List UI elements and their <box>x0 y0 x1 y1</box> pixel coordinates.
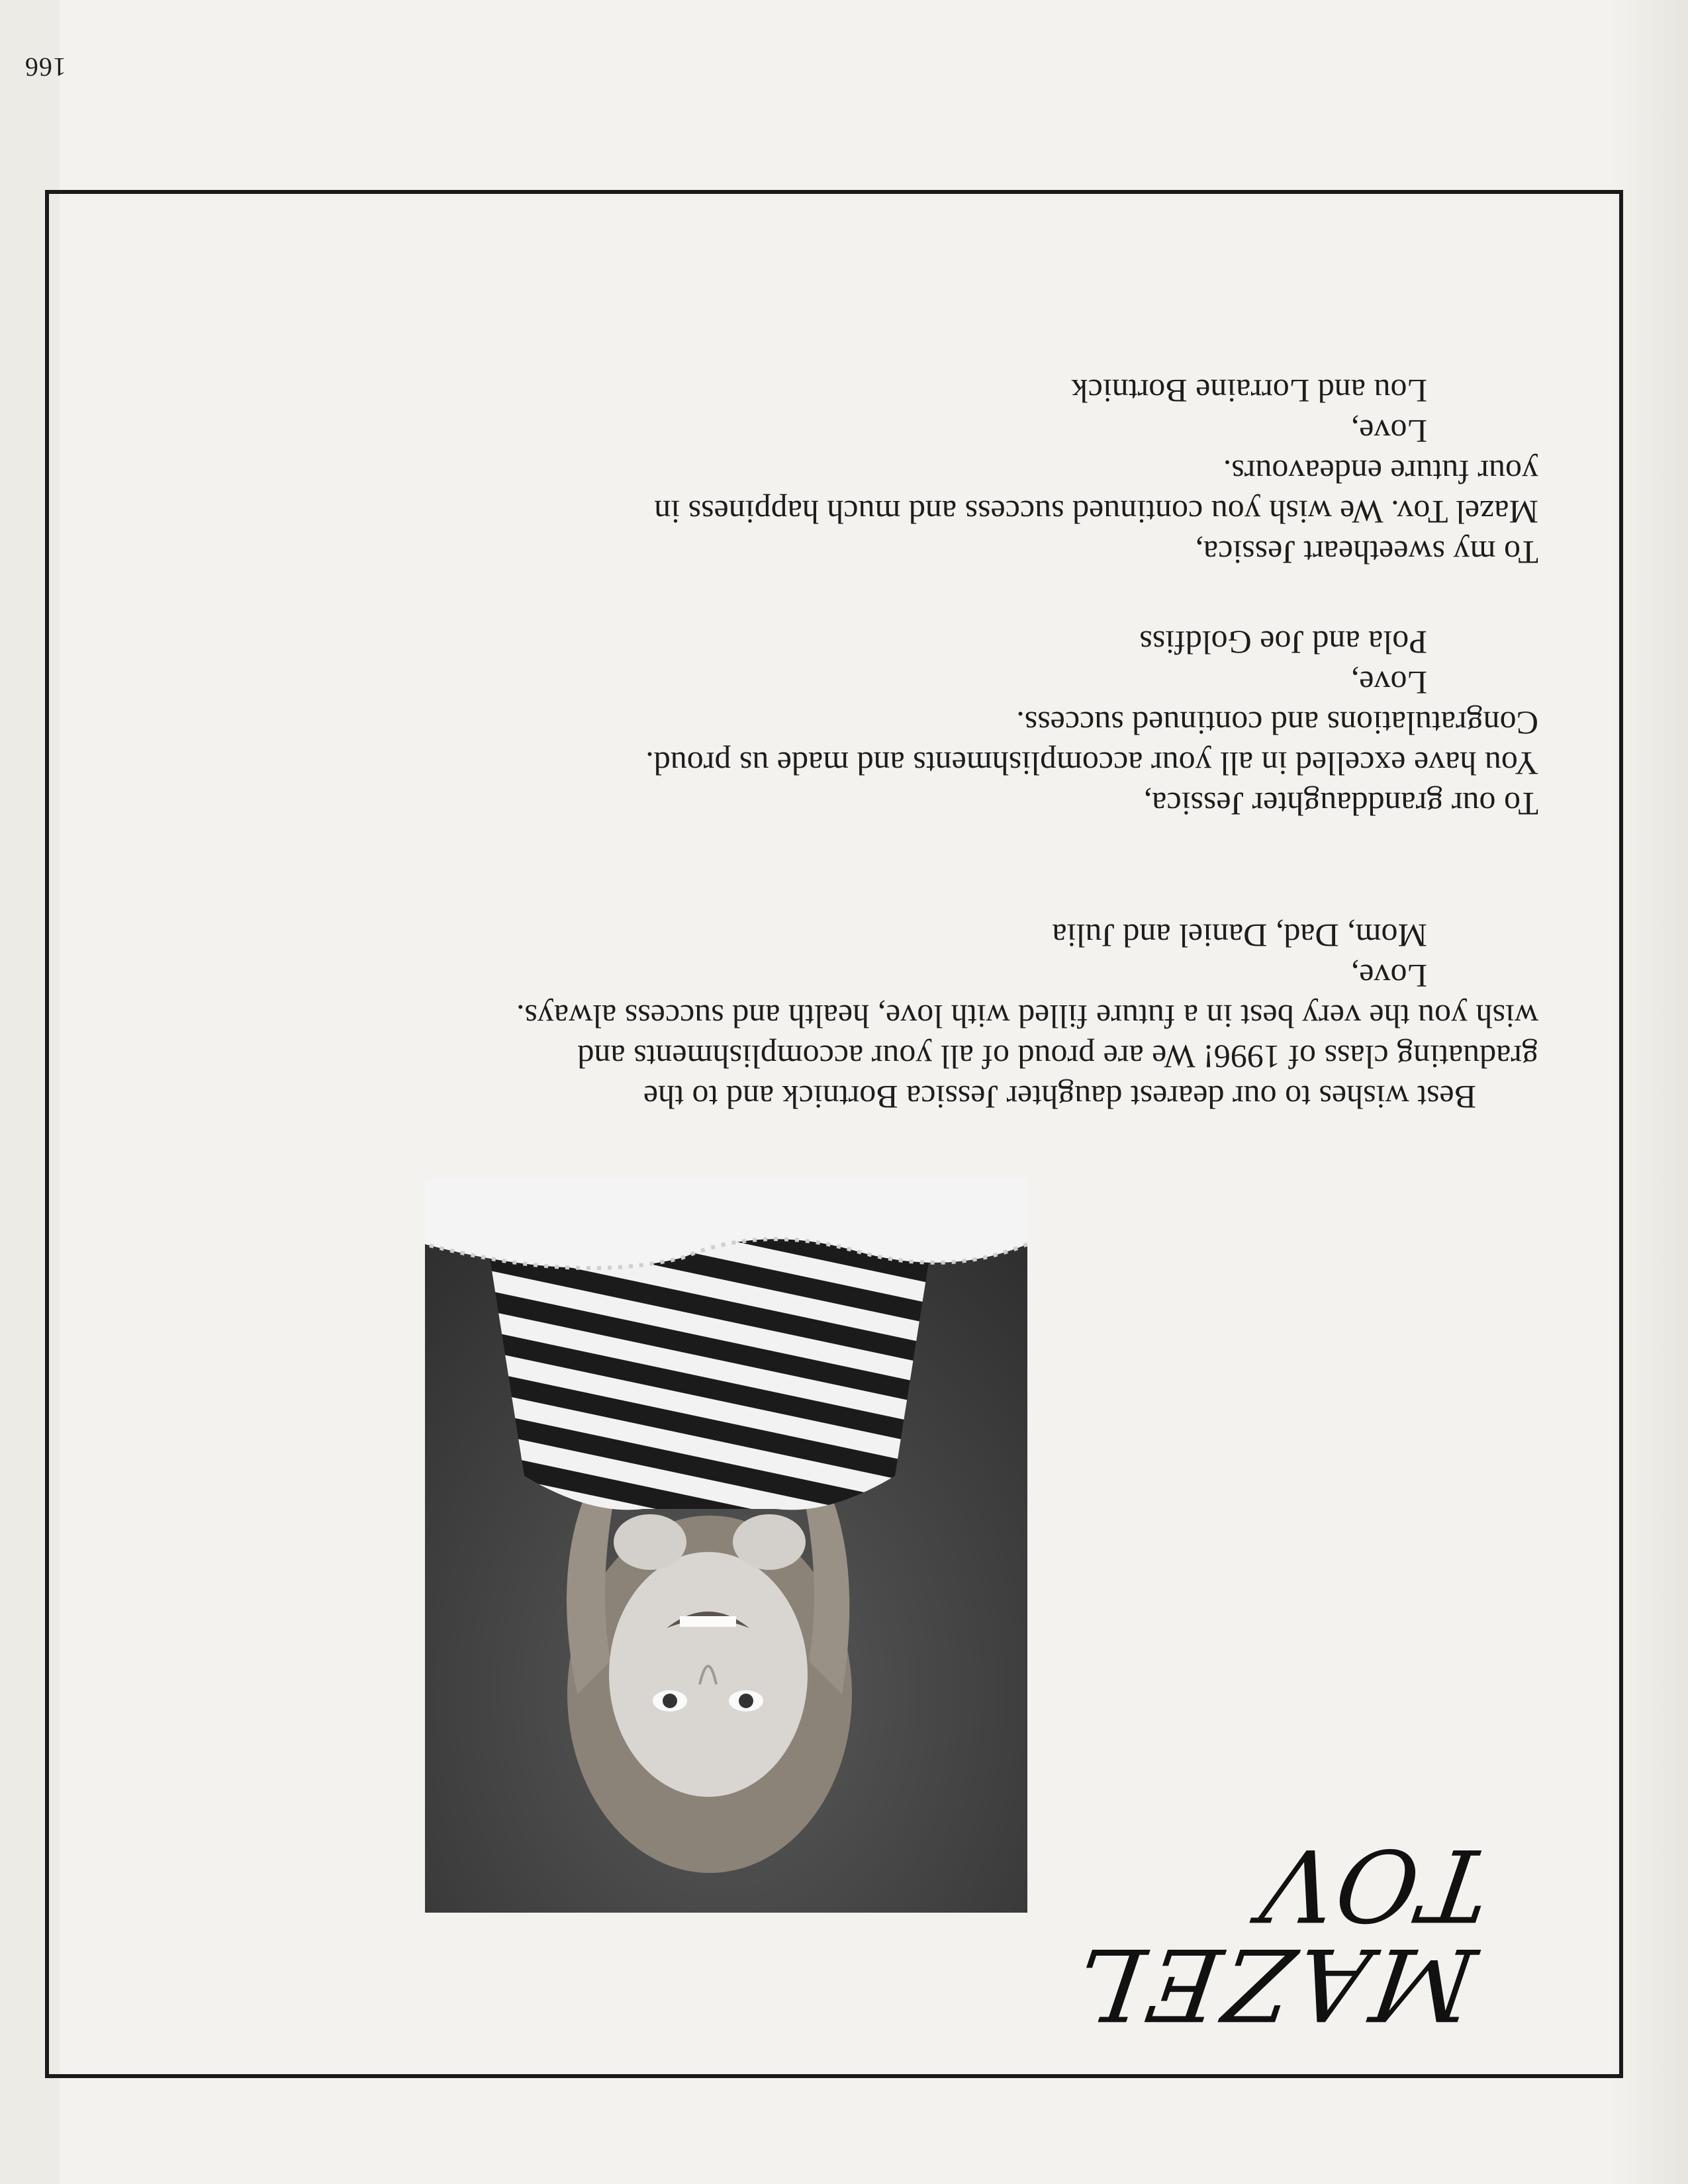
message-signature: Pola and Joe Goldfiss <box>1139 624 1427 661</box>
message-closing: Love, <box>1350 958 1427 995</box>
portrait-photo-drawing <box>425 1178 1027 1913</box>
page-title: MAZEL TOV <box>1066 1827 1497 2041</box>
message-line: To our granddaughter Jessica, <box>1143 786 1538 823</box>
message-line: To my sweetheart Jessica, <box>1195 534 1538 571</box>
message-signature: Lou and Lorraine Bortnick <box>1071 373 1427 410</box>
message-line: Mazel Tov. We wish you continued success and much happiness in <box>654 494 1538 531</box>
message-line: your future endeavours. <box>1223 453 1538 490</box>
page-number: 166 <box>24 52 66 82</box>
portrait-photo <box>425 1178 1027 1913</box>
message-closing: Love, <box>1350 664 1427 702</box>
message-grandparents-bortnick <box>654 371 1538 572</box>
message-line: Congratulations and continued success. <box>1016 705 1538 742</box>
message-signature: Mom, Dad, Daniel and Julia <box>1052 917 1427 954</box>
message-grandparents <box>645 622 1538 824</box>
message-line: You have excelled in all your accomplishments and made us proud. <box>645 745 1538 782</box>
message-line: wish you the very best in a future filled with love, health and success always. <box>516 998 1538 1035</box>
message-closing: Love, <box>1350 413 1427 450</box>
message-line: graduating class of 1996! We are proud of all your accomplishments and <box>577 1038 1538 1075</box>
message-line: Best wishes to our dearest daughter Jessica Bortnick and to the <box>643 1079 1476 1116</box>
message-parents <box>516 915 1538 1117</box>
